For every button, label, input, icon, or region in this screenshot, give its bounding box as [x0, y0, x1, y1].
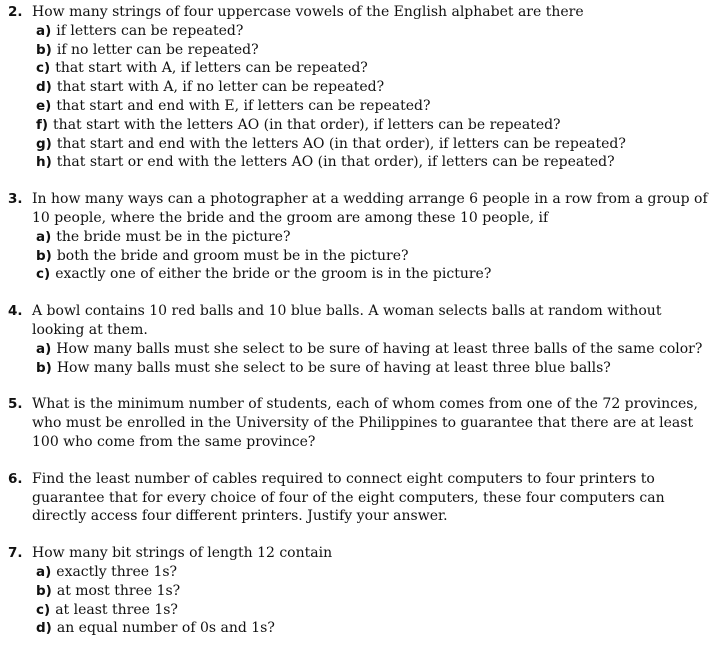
- problem-stem: How many strings of four uppercase vowels of the English alphabet are there: [32, 4, 584, 20]
- sub-question-f: [8, 116, 715, 135]
- sub-question-text: an equal number of 0s and 1s?: [56, 620, 275, 637]
- sub-question-text: exactly three 1s?: [56, 563, 178, 580]
- sub-question-text: exactly one of either the bride or the groom is in the picture?: [55, 266, 492, 283]
- sub-question-text: at least three 1s?: [55, 601, 178, 618]
- sub-question-b: [8, 247, 715, 266]
- sub-question-c: [8, 59, 715, 78]
- problem-stem: In how many ways can a photographer at a wedding arrange 6 people in a row from a group of 10 people, where the bride and the groom are among these 10 people, if: [32, 191, 708, 226]
- sub-question-label: d): [36, 620, 52, 637]
- problem-stem: What is the minimum number of students, each of whom comes from one of the 72 provinces, who must be enrolled in the University of the Philippines to guarantee that there are at least 100 who come from the same province?: [32, 396, 698, 450]
- sub-question-b: [8, 582, 715, 601]
- sub-question-h: [8, 153, 715, 172]
- sub-question-label: e): [36, 97, 52, 114]
- sub-question-label: a): [36, 340, 52, 357]
- problem-number: 5.: [8, 396, 23, 413]
- sub-question-text: How many balls must she select to be sure of having at least three balls of the same color?: [56, 340, 703, 357]
- sub-question-label: c): [36, 601, 51, 618]
- sub-question-label: d): [36, 79, 52, 96]
- sub-question-label: h): [36, 154, 52, 171]
- problem-3: [8, 190, 715, 284]
- sub-question-label: a): [36, 563, 52, 580]
- problem-6: [8, 470, 715, 526]
- problem-5: [8, 395, 715, 451]
- sub-question-text: the bride must be in the picture?: [56, 228, 291, 245]
- problem-stem: Find the least number of cables required to connect eight computers to four printers to guarantee that for every choice of four of the eight computers, these four computers can directly access four different printers. Justify your answer.: [32, 470, 665, 525]
- sub-question-label: b): [36, 247, 52, 264]
- sub-question-text: at most three 1s?: [56, 582, 181, 599]
- sub-question-c: [8, 601, 715, 620]
- sub-question-text: if no letter can be repeated?: [56, 41, 259, 58]
- sub-question-a: [8, 340, 715, 359]
- problem-stem: A bowl contains 10 red balls and 10 blue balls. A woman selects balls at random without looking at them.: [32, 303, 662, 338]
- problem-number: 4.: [8, 303, 23, 320]
- sub-question-text: How many balls must she select to be sure of having at least three blue balls?: [56, 359, 611, 376]
- sub-question-text: that start or end with the letters AO (in that order), if letters can be repeated?: [56, 154, 615, 171]
- problem-number: 3.: [8, 191, 23, 208]
- sub-question-label: b): [36, 582, 52, 599]
- sub-question-text: that start with A, if letters can be repeated?: [55, 60, 368, 77]
- problem-stem: How many bit strings of length 12 contain: [32, 545, 333, 562]
- sub-question-text: that start with the letters AO (in that order), if letters can be repeated?: [53, 116, 561, 133]
- sub-question-label: a): [36, 228, 52, 245]
- sub-question-d: [8, 78, 715, 97]
- sub-question-label: a): [36, 22, 52, 39]
- sub-question-d: [8, 619, 715, 638]
- sub-question-text: that start and end with the letters AO (in that order), if letters can be repeated?: [56, 135, 626, 152]
- problem-number: 2.: [8, 4, 23, 20]
- sub-question-b: [8, 41, 715, 60]
- problem-number: 7.: [8, 545, 23, 562]
- problem-2: [8, 3, 715, 172]
- sub-question-a: [8, 22, 715, 41]
- sub-question-label: c): [36, 60, 51, 77]
- problem-7: [8, 544, 715, 638]
- sub-question-label: c): [36, 266, 51, 283]
- sub-question-label: b): [36, 41, 52, 58]
- sub-question-e: [8, 97, 715, 116]
- problem-number: 6.: [8, 470, 23, 487]
- sub-question-a: [8, 228, 715, 247]
- sub-question-label: b): [36, 359, 52, 376]
- sub-question-c: [8, 265, 715, 284]
- sub-question-b: [8, 359, 715, 378]
- sub-question-text: if letters can be repeated?: [56, 22, 244, 39]
- sub-question-label: f): [36, 116, 49, 133]
- sub-question-label: g): [36, 135, 52, 152]
- sub-question-text: both the bride and groom must be in the picture?: [56, 247, 409, 264]
- sub-question-text: that start with A, if no letter can be repeated?: [56, 79, 385, 96]
- sub-question-a: [8, 563, 715, 582]
- problem-4: [8, 302, 715, 377]
- sub-question-text: that start and end with E, if letters can be repeated?: [56, 97, 431, 114]
- sub-question-g: [8, 135, 715, 154]
